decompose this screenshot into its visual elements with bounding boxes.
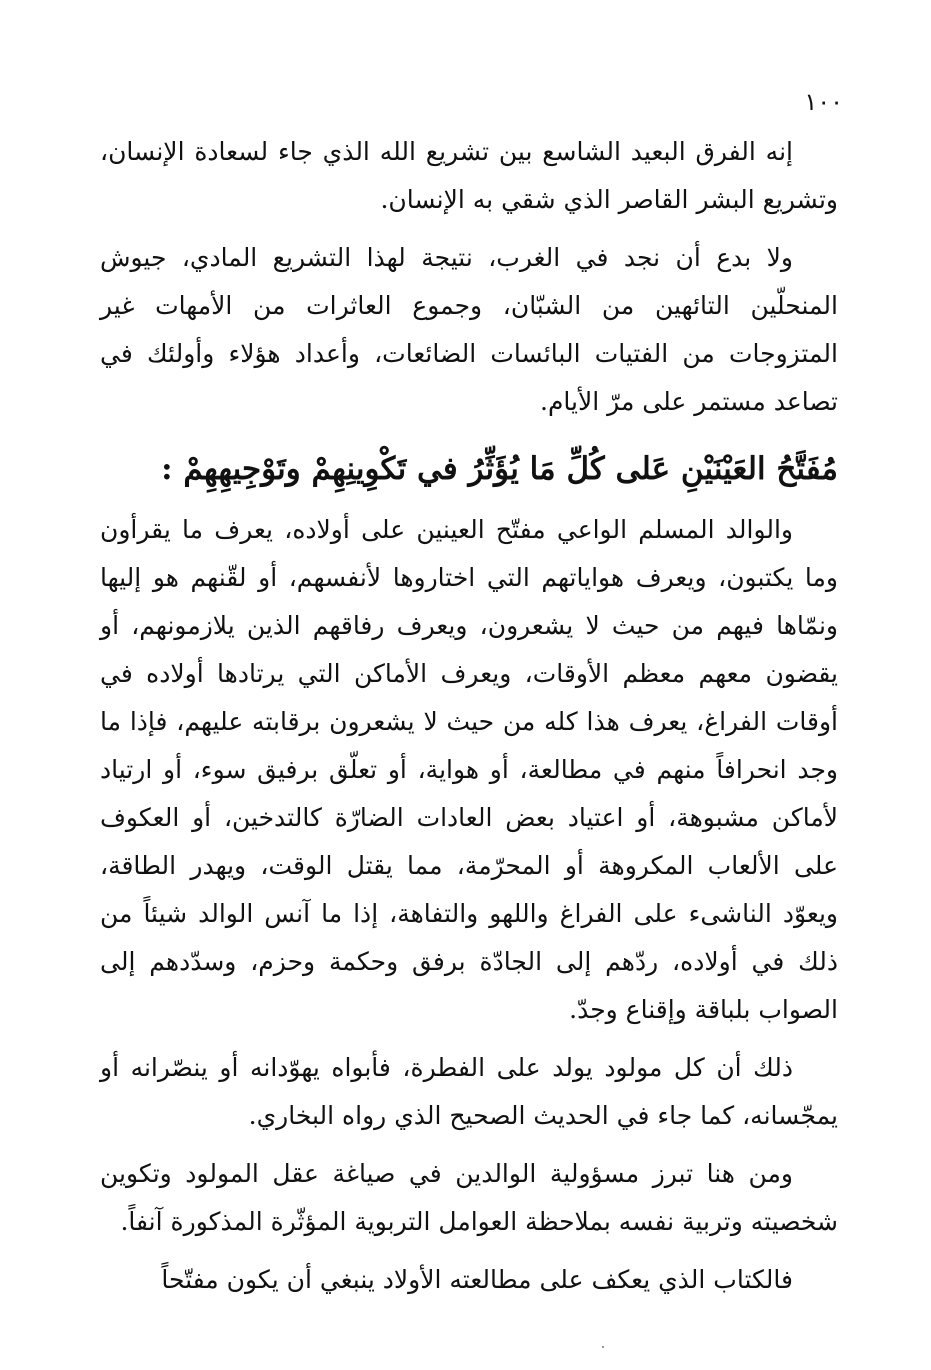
paragraph-5: ومن هنا تبرز مسؤولية الوالدين في صياغة عقل المولود وتكوين شخصيته وتربية نفسه بملاحظة العوامل التربوية المؤثّرة المذكورة آنفاً. — [100, 1159, 838, 1236]
paragraph-4: ذلك أن كل مولود يولد على الفطرة، فأبواه يهوّدانه أو ينصّرانه أو يمجّسانه، كما جاء في الحديث الصحيح الذي رواه البخاري. — [100, 1053, 838, 1130]
paragraph-3: والوالد المسلم الواعي مفتّح العينين على أولاده، يعرف ما يقرأون وما يكتبون، ويعرف هواياتهم التي اختاروها لأنفسهم، أو لقّنهم هو إليها ونمّاها فيهم من حيث لا يشعرون، ويعرف رفاقهم الذين يلازمونهم، أو يقضون معهم معظم الأوقات، ويعرف الأماكن التي يرتادها أولاده في أوقات الفراغ، يعرف هذا كله من حيث لا يشعرون برقابته عليهم، فإذا ما وجد انحرافاً منهم في مطالعة، أو هواية، أو تعلّق برفيق سوء، أو ارتياد لأماكن مشبوهة، أو اعتياد بعض العادات الضارّة كالتدخين، أو العكوف على الألعاب المكروهة أو المحرّمة، مما يقتل الوقت، ويهدر الطاقة، ويعوّد الناشىء على الفراغ واللهو والتفاهة، إذا ما آنس الوالد شيئاً من ذلك في أولاده، ردّهم إلى الجادّة برفق وحكمة وحزم، وسدّدهم إلى الصواب بلباقة وإقناع وجدّ. — [100, 515, 838, 1024]
scan-speck — [602, 1346, 604, 1348]
page-content — [100, 128, 838, 1314]
paragraph-6: فالكتاب الذي يعكف على مطالعته الأولاد ينبغي أن يكون مفتّحاً — [161, 1265, 793, 1294]
paragraph-2: ولا بدع أن نجد في الغرب، نتيجة لهذا التشريع المادي، جيوش المنحلّين التائهين من الشبّان، وجموع العاثرات من الأمهات غير المتزوجات من الفتيات البائسات الضائعات، وأعداد هؤلاء وأولئك في تصاعد مستمر على مرّ الأيام. — [100, 243, 838, 416]
paragraph-1: إنه الفرق البعيد الشاسع بين تشريع الله الذي جاء لسعادة الإنسان، وتشريع البشر القاصر الذي شقي به الإنسان. — [100, 137, 838, 214]
section-heading: مُفَتَّحُ العَيْنَيْنِ عَلى كُلِّ مَا يُؤَثِّرُ في تَكْوِينِهِمْ وتَوْجِيهِهِمْ : — [161, 451, 838, 487]
page-number: ١٠٠ — [804, 88, 843, 116]
